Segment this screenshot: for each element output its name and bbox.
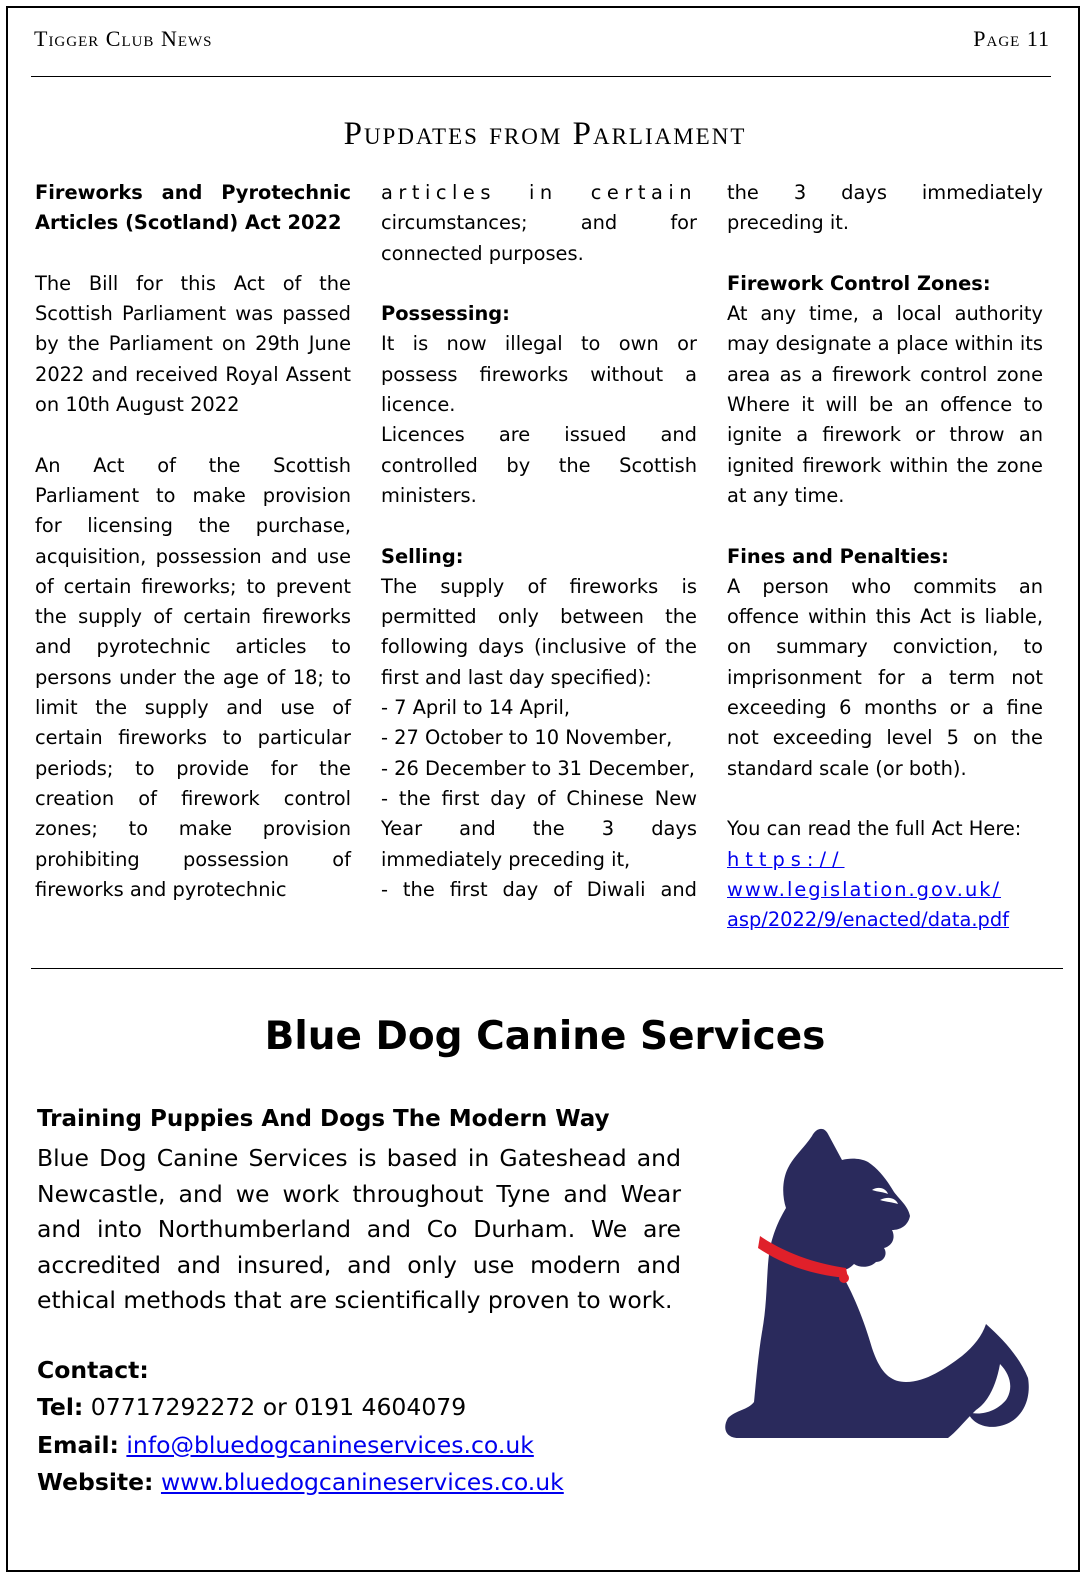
continuation-text: circumstances; and for connected purposes. bbox=[381, 211, 697, 265]
contact-email bbox=[37, 1431, 534, 1459]
tel-label: Tel: bbox=[37, 1393, 84, 1421]
fines-text: A person who commits an offence within this Act is liable, on summary conviction, to imprisonment for a term not exceeding 6 months or a fine not exceeding level 5 on the standard scale (or both). bbox=[727, 574, 1043, 780]
possessing-text-2: Licences are issued and controlled by the Scottish ministers. bbox=[381, 423, 697, 507]
website-link[interactable]: www.bluedogcanineservices.co.uk bbox=[160, 1468, 564, 1496]
act-link-part-1[interactable]: https:// bbox=[727, 847, 845, 871]
newsletter-name: Tigger Club News bbox=[34, 26, 213, 51]
selling-item: - 26 December to 31 December, bbox=[381, 756, 695, 780]
email-label: Email: bbox=[37, 1431, 119, 1459]
act-passed-paragraph: The Bill for this Act of the Scottish Parliament was passed by the Parliament on 29th June 2022 and received Royal Assent on 10th August 2022 bbox=[35, 271, 351, 417]
page-number: Page 11 bbox=[973, 26, 1050, 51]
continuation-text: the 3 days immediately preceding it. bbox=[727, 181, 1043, 235]
selling-item: - the first day of Diwali and bbox=[381, 877, 697, 901]
column-3 bbox=[727, 178, 1043, 935]
advert-subtitle: Training Puppies And Dogs The Modern Way bbox=[37, 1106, 610, 1132]
selling-item: - 27 October to 10 November, bbox=[381, 726, 673, 750]
possessing-text-1: It is now illegal to own or possess fireworks without a licence. bbox=[381, 332, 697, 417]
section-divider bbox=[31, 968, 1063, 969]
advert-body: Blue Dog Canine Services is based in Gateshead and Newcastle, and we work throughout Tyne and Wear and into Northumberland and Co Durham. We are accredited and insured, and only use modern and ethical methods that are scientifically proven to work. bbox=[37, 1144, 681, 1314]
email-link[interactable]: info@bluedogcanineservices.co.uk bbox=[126, 1431, 534, 1459]
read-act-text: You can read the full Act Here: bbox=[727, 817, 1022, 841]
tel-value: 07717292272 or 0191 4604079 bbox=[90, 1393, 467, 1421]
fines-heading: Fines and Penalties: bbox=[727, 544, 949, 568]
scottie-dog-icon bbox=[720, 1120, 1040, 1460]
column-2 bbox=[381, 178, 697, 905]
act-link[interactable] bbox=[727, 845, 1043, 936]
header-divider bbox=[31, 76, 1051, 77]
zones-heading: Firework Control Zones: bbox=[727, 271, 991, 295]
selling-item: - the first day of Chinese New Year and the 3 days immediately preceding it, bbox=[381, 786, 697, 871]
possessing-heading: Possessing: bbox=[381, 302, 510, 326]
advert-title: Blue Dog Canine Services bbox=[264, 1014, 826, 1059]
contact-website bbox=[37, 1468, 564, 1496]
act-heading: Fireworks and Pyrotechnic Articles (Scotland) Act 2022 bbox=[35, 181, 351, 235]
contact-heading: Contact: bbox=[37, 1356, 149, 1384]
act-link-part-3[interactable]: asp/2022/9/enacted/data.pdf bbox=[727, 908, 1009, 932]
act-description-paragraph: An Act of the Scottish Parliament to make provision for licensing the purchase, acquisition, possession and use of certain fireworks; to prevent the supply of certain fireworks and pyrotechnic articles to persons under the age of 18; to limit the supply and use of certain fireworks to particular periods; to provide for the creation of firework control zones; to make provision prohibiting possession of fireworks and pyrotechnic bbox=[35, 453, 351, 901]
zones-text: At any time, a local authority may designate a place within its area as a firework control zone Where it will be an offence to ignite a firework or throw an ignited firework within the zone at any time. bbox=[727, 302, 1043, 507]
selling-item: - 7 April to 14 April, bbox=[381, 696, 571, 720]
section-title: Pupdates from Parliament bbox=[343, 116, 747, 152]
act-link-part-2[interactable]: www.legislation.gov.uk/ bbox=[727, 877, 1002, 901]
column-1 bbox=[35, 178, 351, 905]
website-label: Website: bbox=[37, 1468, 154, 1496]
contact-tel bbox=[37, 1393, 466, 1421]
selling-heading: Selling: bbox=[381, 544, 464, 568]
continuation-spread: articles in certain bbox=[381, 181, 697, 204]
selling-text: The supply of fireworks is permitted only between the following days (inclusive of the first and last day specified): bbox=[381, 574, 697, 689]
